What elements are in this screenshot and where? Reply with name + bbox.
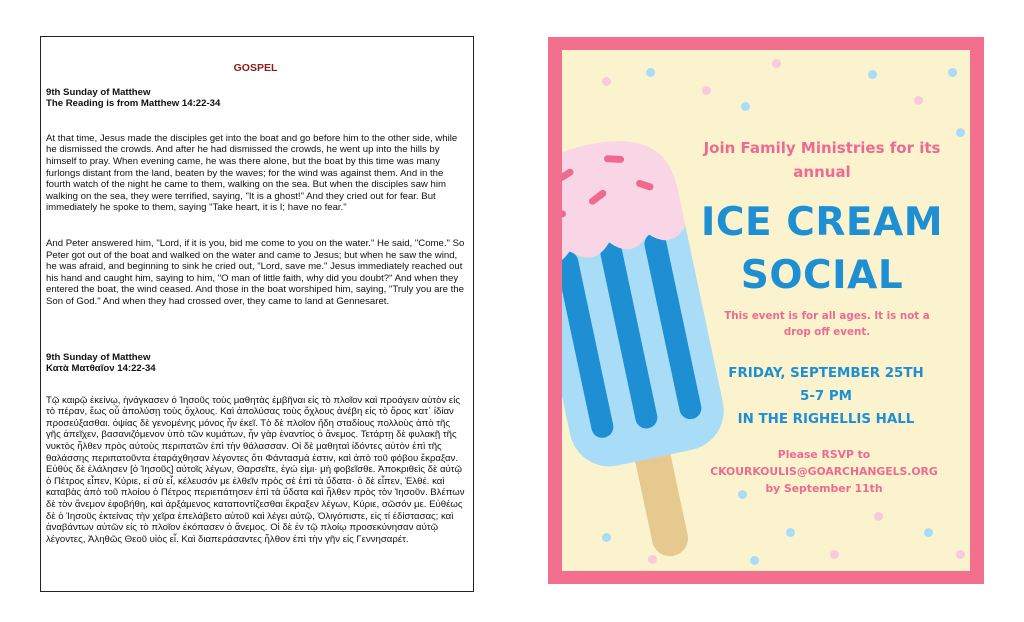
event-location: IN THE RIGHELLIS HALL bbox=[737, 412, 915, 427]
event-date: FRIDAY, SEPTEMBER 25TH bbox=[728, 366, 924, 381]
rsvp-info bbox=[682, 446, 966, 497]
english-sunday-title: 9th Sunday of Matthew bbox=[46, 86, 151, 98]
event-title-line-1: ICE CREAM bbox=[700, 200, 944, 245]
english-paragraph-2: And Peter answered him, "Lord, if it is you, bid me come to you on the water." He said, "Come." So Peter got out of the boat and walked on the water and came to Jesus; but when he saw the wind, he was afraid, and beginning to sink he cried out, "Lord, save me." Jesus immediately reached out his hand and caught him, saying to him, "O man of little faith, why did you doubt?" And when they entered the boat, the wind ceased. And those in the boat worshiped him, saying, "Truly you are the Son of God." And when they had crossed over, they came to land at Gennesaret. bbox=[46, 237, 465, 307]
all-ages-notice bbox=[692, 308, 962, 340]
confetti-dot bbox=[914, 96, 923, 105]
ice-cream-social-flyer bbox=[548, 37, 984, 584]
confetti-dot bbox=[741, 102, 750, 111]
confetti-dot bbox=[772, 59, 781, 68]
event-details bbox=[690, 362, 962, 431]
confetti-dot bbox=[948, 68, 957, 77]
confetti-dot bbox=[602, 77, 611, 86]
confetti-dot bbox=[646, 68, 655, 77]
greek-sunday-title: 9th Sunday of Matthew bbox=[46, 351, 151, 363]
english-reading-reference: The Reading is from Matthew 14:22-34 bbox=[46, 98, 221, 110]
english-paragraph-1: At that time, Jesus made the disciples get into the boat and go before him to the other side, while he dismissed the crowds. And after he had dismissed the crowds, he went up into the hills by himself to pray. When evening came, he was there alone, but the boat by this time was many furlongs distant from the land, beaten by the waves; for the wind was against them. And in the fourth watch of the night he came to them, walking on the sea. But when the disciples saw him walking on the sea, they were terrified, saying, "It is a ghost!" And they cried out for fear. But immediately he spoke to them, saying "Take heart, it is I; have no fear." bbox=[46, 132, 458, 214]
gospel-page bbox=[40, 36, 474, 592]
all-ages-line-2: drop off event. bbox=[783, 326, 871, 338]
flyer-background bbox=[562, 50, 970, 571]
join-family-ministries-text bbox=[682, 136, 962, 184]
greek-text: Τῷ καιρῷ ἐκείνῳ, ἠνάγκασεν ὁ Ἰησοῦς τοὺς μαθητὰς ἐμβῆναι εἰς τὸ πλοῖον καὶ προάγειν αὐτὸν εἰς τὸ πέραν, ἕως οὗ ἀπολύσῃ τοὺς ὄχλους. Καὶ ἀπολύσας τοὺς ὄχλους ἀνέβη εἰς τὸ ὄρος κατ᾿ ἰδίαν προσεύξασθαι. ὀψίας δὲ γενομένης μόνος ἦν ἐκεῖ. Τὸ δὲ πλοῖον ἤδη σταδίους πολλοὺς ἀπὸ τῆς γῆς ἀπεῖχεν, βασανιζόμενον ὑπὸ τῶν κυμάτων, ἦν γὰρ ἐναντίος ὁ ἄνεμος. Τετάρτῃ δὲ φυλακῇ τῆς νυκτὸς ἦλθεν πρὸς αὐτοὺς περιπατῶν ἐπὶ τὴν θάλασσαν. Οἱ δὲ μαθηταὶ ἰδόντες αὐτὸν ἐπὶ τῆς θαλάσσης περιπατοῦντα ἐταράχθησαν λέγοντες ὅτι Φάντασμά ἐστιν, καὶ ἀπὸ τοῦ φόβου ἔκραξαν. Εὐθὺς δὲ ἐλάλησεν [ὁ Ἰησοῦς] αὐτοῖς λέγων, Θαρσεῖτε, ἐγώ εἰμι· μὴ φοβεῖσθε. Ἀποκριθεὶς δὲ αὐτῷ ὁ Πέτρος εἶπεν, Κύριε, εἰ σὺ εἶ, κέλευσόν με ἐλθεῖν πρὸς σὲ ἐπὶ τὰ ὕδατα· ὁ δὲ εἶπεν, Ἐλθέ. καὶ καταβὰς ἀπὸ τοῦ πλοίου ὁ Πέτρος περιεπάτησεν ἐπὶ τὰ ὕδατα καὶ ἦλθεν πρὸς τὸν Ἰησοῦν. Βλέπων δὲ τὸν ἄνεμον ἐφοβήθη, καὶ ἀρξάμενος καταποντίζεσθαι ἔκραξεν λέγων, Κύριε, σῶσόν με. Εὐθέως δὲ ὁ Ἰησοῦς ἐκτείνας τὴν χεῖρα ἐπελάβετο αὐτοῦ καὶ λέγει αὐτῷ, Ὀλιγόπιστε, εἰς τί ἐδίστασας; καὶ ἀναβάντων αὐτῶν εἰς τὸ πλοῖον ἐκόπασεν ὁ ἄνεμος. Οἱ δὲ ἐν τῷ πλοίῳ προσεκύνησαν αὐτῷ λέγοντες, Ἀληθῶς Θεοῦ υἱὸς εἶ. Καὶ διαπεράσαντες ἦλθον ἐπὶ τὴν γῆν εἰς Γεννησαρέτ. bbox=[46, 394, 465, 545]
gospel-heading: GOSPEL bbox=[233, 62, 278, 74]
event-time: 5-7 PM bbox=[800, 389, 852, 404]
confetti-dot bbox=[750, 556, 759, 565]
event-title-line-2: SOCIAL bbox=[740, 253, 904, 298]
rsvp-deadline: by September 11th bbox=[765, 482, 883, 495]
confetti-dot bbox=[830, 550, 839, 559]
greek-reading-reference: Κατὰ Ματθαῖον 14:22-34 bbox=[46, 363, 156, 375]
confetti-dot bbox=[868, 70, 877, 79]
join-line-1: Join Family Ministries for its bbox=[703, 139, 941, 157]
join-line-2: annual bbox=[793, 163, 851, 181]
all-ages-line-1: This event is for all ages. It is not a bbox=[724, 310, 930, 322]
confetti-dot bbox=[956, 550, 965, 559]
confetti-dot bbox=[786, 528, 795, 537]
rsvp-email[interactable]: CKOURKOULIS@GOARCHANGELS.ORG bbox=[710, 465, 938, 478]
rsvp-line: Please RSVP to bbox=[777, 448, 871, 461]
confetti-dot bbox=[874, 512, 883, 521]
confetti-dot bbox=[924, 528, 933, 537]
